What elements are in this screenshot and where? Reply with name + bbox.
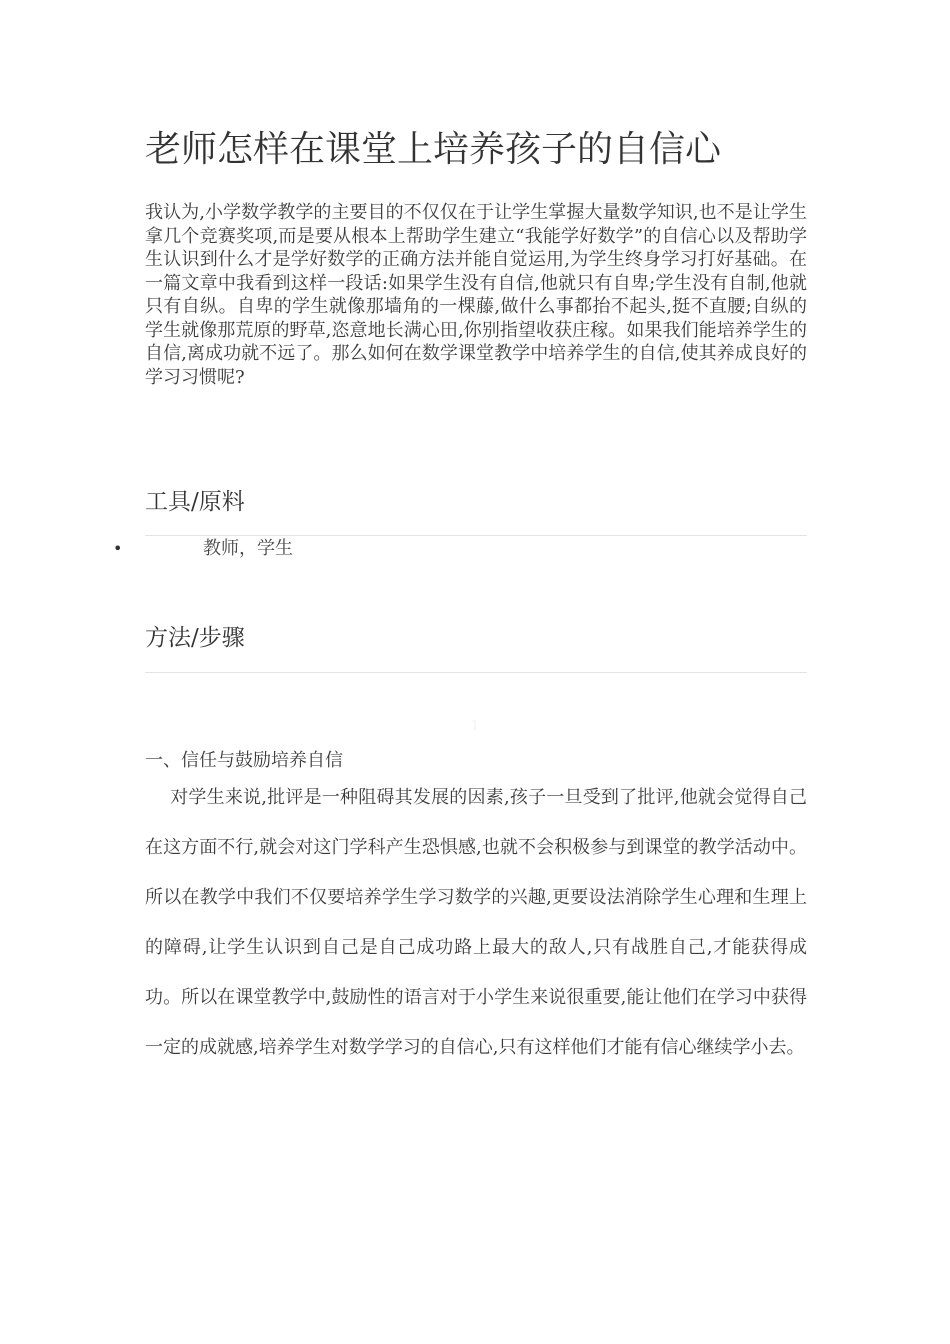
step-number: 1	[470, 718, 480, 734]
bullet-icon: •	[113, 539, 123, 558]
steps-heading: 方法/步骤	[145, 625, 245, 651]
tool-list-item: 教师，学生	[203, 538, 293, 559]
intro-paragraph: 我认为,小学数学教学的主要目的不仅仅在于让学生掌握大量数学知识,也不是让学生拿几个竞赛奖项,而是要从根本上帮助学生建立“我能学好数学”的自信心以及帮助学生认识到什么才是学好数学的正确方法并能自觉运用,为学生终身学习打好基础。在一篇文章中我看到这样一段话:如果学生没有自信,他就只有自卑;学生没有自制,他就只有自纵。自卑的学生就像那墙角的一棵藤,做什么事都抬不起头,挺不直腰;自纵的学生就像那荒原的野草,恣意地长满心田,你别指望收获庄稼。如果我们能培养学生的自信,离成功就不远了。那么如何在数学课堂教学中培养学生的自信,使其养成良好的学习习惯呢?	[145, 202, 807, 388]
step-title: 一、信任与鼓励培养自信	[145, 750, 343, 771]
page-title: 老师怎样在课堂上培养孩子的自信心	[145, 129, 722, 170]
section-divider	[145, 672, 807, 673]
step-body: 对学生来说,批评是一种阻碍其发展的因素,孩子一旦受到了批评,他就会觉得自己在这方面不行,就会对这门学科产生恐惧感,也就不会积极参与到课堂的教学活动中。所以在教学中我们不仅要培养学生学习数学的兴趣,更要设法消除学生心理和生理上的障碍,让学生认识到自己是自己成功路上最大的敌人,只有战胜自己,才能获得成功。所以在课堂教学中,鼓励性的语言对于小学生来说很重要,能让他们在学习中获得一定的成就感,培养学生对数学学习的自信心,只有这样他们才能有信心继续学小去。	[145, 787, 807, 1058]
tools-heading: 工具/原料	[145, 489, 245, 515]
